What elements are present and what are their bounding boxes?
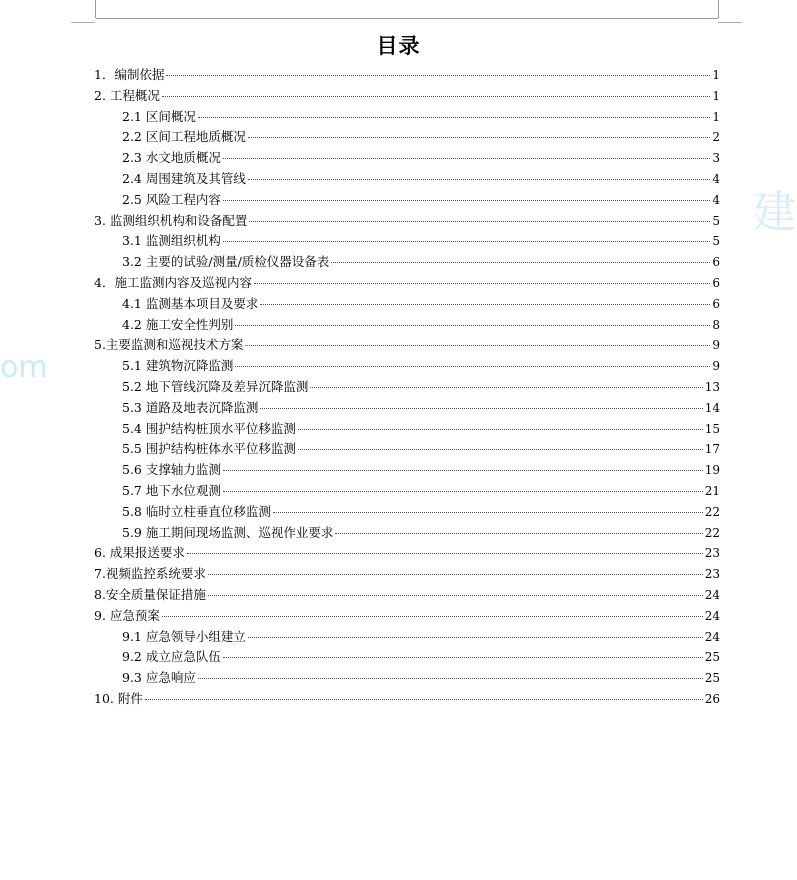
toc-dot-leader (223, 241, 711, 242)
toc-entry-page-number: 25 (704, 650, 720, 665)
toc-entry-label: 5.4 围护结构桩顶水平位移监测 (122, 420, 296, 436)
toc-entry-page-number: 9 (712, 359, 720, 374)
toc-dot-leader (310, 387, 702, 388)
toc-entry-label: 3. 监测组织机构和设备配置 (94, 212, 248, 228)
toc-entry[interactable] (94, 377, 720, 398)
toc-entry-page-number: 24 (704, 608, 720, 623)
toc-entry[interactable] (94, 190, 720, 211)
toc-entry-page-number: 22 (704, 504, 720, 519)
toc-entry-label: 7.视频监控系统要求 (94, 566, 206, 582)
toc-entry[interactable] (94, 585, 720, 606)
watermark-left: om (0, 350, 48, 385)
toc-entry-page-number: 17 (704, 442, 720, 457)
toc-entry-page-number: 24 (704, 629, 720, 644)
toc-entry[interactable] (94, 647, 720, 668)
toc-entry[interactable] (94, 356, 720, 377)
toc-entry[interactable] (94, 169, 720, 190)
toc-entry-page-number: 1 (712, 88, 720, 103)
toc-entry[interactable] (94, 398, 720, 419)
toc-dot-leader (248, 637, 703, 638)
toc-dot-leader (162, 96, 710, 97)
toc-dot-leader (162, 616, 703, 617)
toc-dot-leader (223, 657, 703, 658)
toc-entry-page-number: 4 (712, 171, 720, 186)
toc-dot-leader (223, 491, 703, 492)
toc-entry-label: 3.1 监测组织机构 (122, 233, 221, 249)
toc-dot-leader (260, 408, 702, 409)
toc-entry-page-number: 5 (712, 213, 720, 228)
toc-entry[interactable] (94, 543, 720, 564)
toc-dot-leader (273, 512, 703, 513)
page-corner-mark-right (718, 0, 719, 18)
toc-dot-leader (166, 75, 710, 76)
toc-entry-label: 9.3 应急响应 (122, 670, 196, 686)
toc-entry-label: 2.1 区间概况 (122, 108, 196, 124)
toc-list (94, 65, 720, 710)
toc-entry-label: 4.1 监测基本项目及要求 (122, 295, 259, 311)
toc-entry[interactable] (94, 86, 720, 107)
toc-entry-page-number: 13 (704, 379, 720, 394)
toc-dot-leader (335, 533, 702, 534)
toc-entry-page-number: 3 (712, 151, 720, 166)
toc-entry-page-number: 22 (704, 525, 720, 540)
toc-entry-page-number: 25 (704, 671, 720, 686)
toc-entry-page-number: 15 (704, 421, 720, 436)
toc-entry-page-number: 24 (704, 587, 720, 602)
toc-dot-leader (223, 158, 711, 159)
toc-entry-label: 5.8 临时立柱垂直位移监测 (122, 503, 271, 519)
toc-dot-leader (235, 366, 710, 367)
toc-entry[interactable] (94, 315, 720, 336)
toc-entry[interactable] (94, 148, 720, 169)
toc-entry-page-number: 2 (712, 130, 720, 145)
toc-dot-leader (248, 137, 711, 138)
toc-entry-page-number: 19 (704, 463, 720, 478)
toc-entry[interactable] (94, 211, 720, 232)
toc-entry[interactable] (94, 668, 720, 689)
page-corner-mark-left (95, 0, 96, 18)
toc-dot-leader (260, 304, 710, 305)
toc-dot-leader (245, 345, 710, 346)
toc-entry[interactable] (94, 564, 720, 585)
toc-entry[interactable] (94, 335, 720, 356)
toc-entry-page-number: 21 (704, 483, 720, 498)
toc-entry-page-number: 1 (712, 68, 720, 82)
toc-entry[interactable] (94, 523, 720, 544)
toc-entry[interactable] (94, 606, 720, 627)
toc-entry-page-number: 4 (712, 192, 720, 207)
toc-entry[interactable] (94, 231, 720, 252)
toc-dot-leader (198, 117, 711, 118)
toc-dot-leader (223, 470, 703, 471)
toc-entry-label: 5.7 地下水位观测 (122, 482, 221, 498)
toc-entry[interactable] (94, 627, 720, 648)
toc-entry[interactable] (94, 252, 720, 273)
toc-dot-leader (249, 221, 710, 222)
toc-entry-page-number: 6 (712, 275, 720, 290)
toc-dot-leader (298, 429, 703, 430)
toc-entry-label: 2.4 周围建筑及其管线 (122, 170, 246, 186)
toc-dot-leader (248, 179, 711, 180)
toc-entry-page-number: 23 (704, 567, 720, 582)
toc-dot-leader (235, 325, 710, 326)
header-guide-line (96, 18, 718, 19)
toc-entry-label: 10. 附件 (94, 690, 143, 706)
watermark-right: 建 (752, 187, 796, 238)
toc-dot-leader (208, 595, 703, 596)
toc-entry-label: 5.1 建筑物沉降监测 (122, 358, 234, 374)
toc-entry-page-number: 6 (712, 296, 720, 311)
toc-entry[interactable] (94, 502, 720, 523)
toc-dot-leader (331, 262, 710, 263)
toc-entry[interactable] (94, 273, 720, 294)
toc-dot-leader (198, 678, 703, 679)
toc-entry-label: 3.2 主要的试验/测量/质检仪器设备表 (122, 254, 330, 270)
toc-entry-label: 5.3 道路及地表沉降监测 (122, 399, 259, 415)
toc-entry-label: 5.5 围护结构桩体水平位移监测 (122, 441, 296, 457)
toc-entry[interactable] (94, 127, 720, 148)
toc-entry-label: 6. 成果报送要求 (94, 545, 185, 561)
toc-entry-page-number: 8 (712, 317, 720, 332)
toc-dot-leader (145, 699, 703, 700)
toc-dot-leader (208, 574, 703, 575)
toc-entry-label: 9.2 成立应急队伍 (122, 649, 221, 665)
toc-dot-leader (187, 553, 703, 554)
toc-entry-page-number: 5 (712, 234, 720, 249)
toc-entry-label: 5.6 支撑轴力监测 (122, 462, 221, 478)
toc-entry-page-number: 6 (712, 255, 720, 270)
toc-entry[interactable] (94, 419, 720, 440)
toc-entry[interactable] (94, 65, 720, 86)
toc-entry-label: 5.主要监测和巡视技术方案 (94, 337, 244, 353)
toc-entry-label: 2.3 水文地质概况 (122, 150, 221, 166)
toc-entry-label: 4．施工监测内容及巡视内容 (94, 274, 252, 290)
toc-entry[interactable] (94, 107, 720, 128)
toc-dot-leader (298, 449, 703, 450)
toc-entry-label: 9. 应急预案 (94, 607, 160, 623)
toc-entry[interactable] (94, 481, 720, 502)
page-corner-tick-right (718, 22, 742, 23)
toc-entry-label: 2.5 风险工程内容 (122, 191, 221, 207)
toc-entry-label: 2.2 区间工程地质概况 (122, 129, 246, 145)
toc-entry[interactable] (94, 294, 720, 315)
toc-entry-page-number: 9 (712, 338, 720, 353)
toc-entry[interactable] (94, 439, 720, 460)
toc-entry-page-number: 26 (704, 691, 720, 706)
toc-entry-label: 5.2 地下管线沉降及差异沉降监测 (122, 378, 309, 394)
toc-entry-page-number: 1 (712, 109, 720, 124)
toc-entry[interactable] (94, 689, 720, 710)
toc-entry-label: 8.安全质量保证措施 (94, 586, 206, 602)
toc-entry-label: 2. 工程概况 (94, 87, 160, 103)
page-corner-tick-left (71, 22, 95, 23)
toc-dot-leader (254, 283, 710, 284)
toc-entry-page-number: 23 (704, 546, 720, 561)
toc-dot-leader (223, 200, 711, 201)
toc-entry-page-number: 14 (704, 400, 720, 415)
toc-entry-label: 1．编制依据 (94, 67, 165, 82)
page-title: 目录 (376, 33, 421, 58)
toc-entry-label: 4.2 施工安全性判别 (122, 316, 234, 332)
toc-entry[interactable] (94, 460, 720, 481)
toc-entry-label: 5.9 施工期间现场监测、巡视作业要求 (122, 524, 334, 540)
toc-entry-label: 9.1 应急领导小组建立 (122, 628, 246, 644)
